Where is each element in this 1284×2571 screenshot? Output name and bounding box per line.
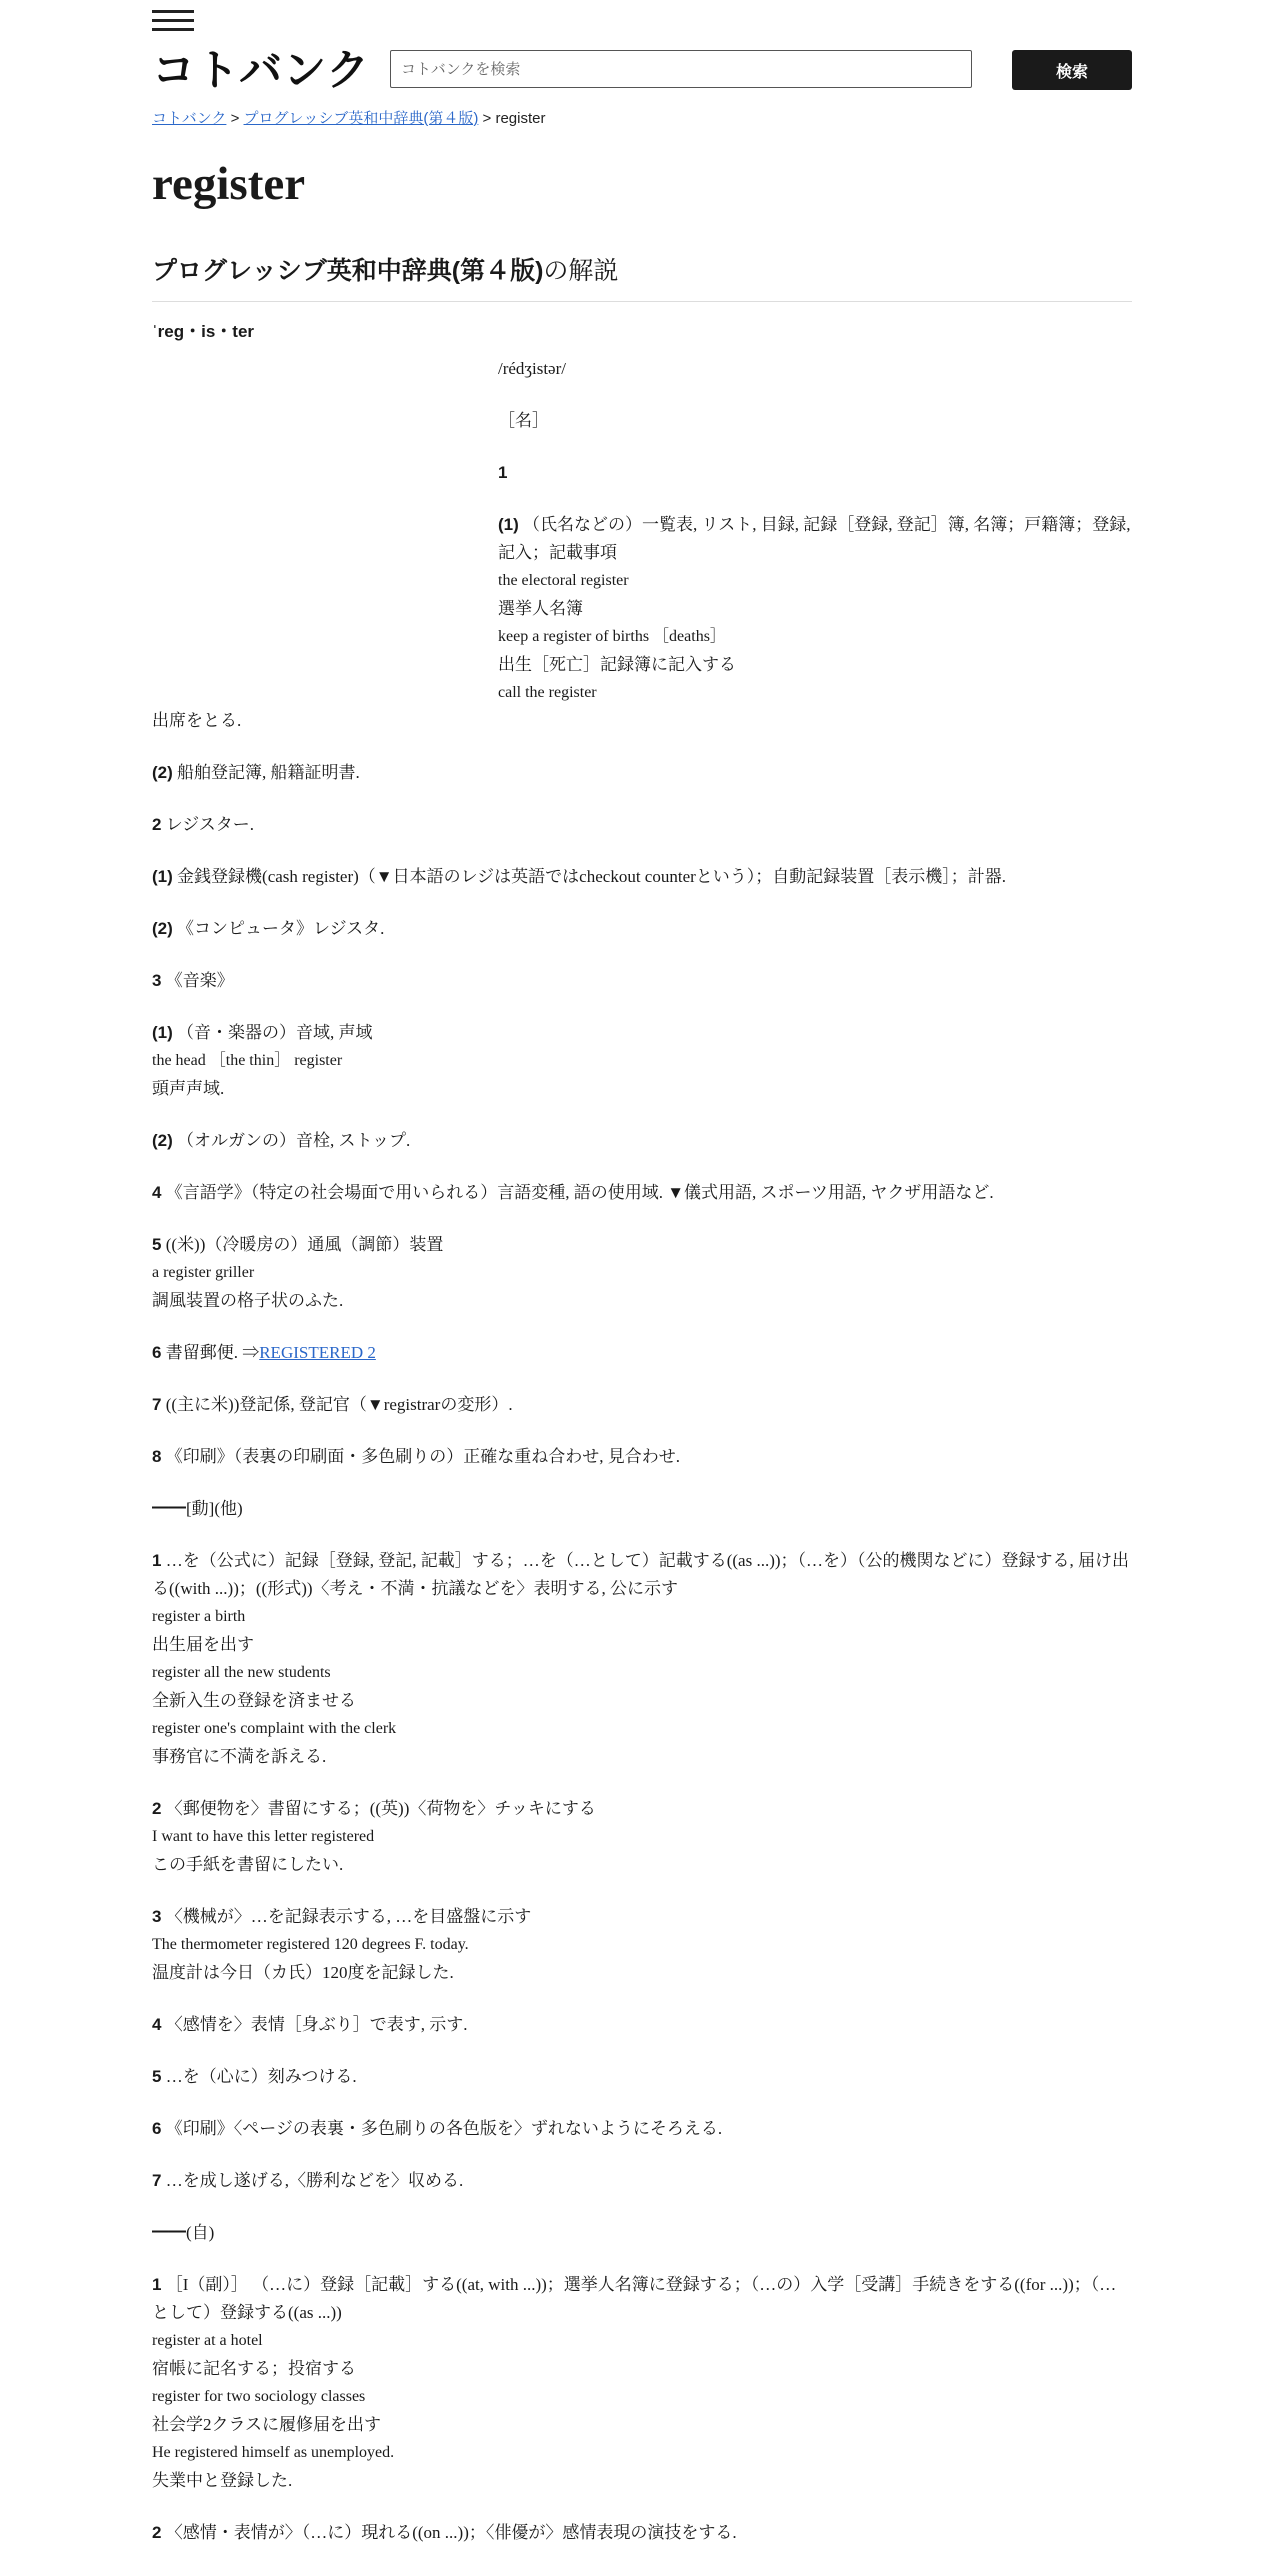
sense-number: 1: [498, 463, 508, 482]
example-sentence: I want to have this letter registered: [152, 1828, 375, 1845]
grammar-label: ［I（副）］: [165, 2275, 248, 2294]
example-translation: 出生届を出す: [152, 1635, 254, 1654]
sense-number: 6: [152, 1343, 162, 1362]
sense-noun-4: [152, 1179, 1132, 1207]
definition-text: 《音楽》: [165, 971, 234, 990]
sense-number: 4: [152, 1183, 162, 1202]
example-sentence: register at a hotel: [152, 2332, 263, 2349]
definition-text: …を成し遂げる,〈勝利などを〉収める.: [165, 2171, 464, 2190]
pos-noun: ［名］: [498, 411, 549, 430]
sense-number: 5: [152, 2067, 162, 2086]
layout-spacer: [152, 355, 498, 687]
example-sentence: keep a register of births ［deaths］: [498, 628, 726, 645]
definition-text: …を（公式に）記録［登録, 登記, 記載］する；…を（…として）記載する((as ...))；（…を）（公的機関などに）登録する, 届け出る((with ...))；((形式))〈考え・不満・抗議などを〉表明する, 公に示す: [152, 1551, 1130, 1598]
sense-noun-6: [152, 1339, 1132, 1367]
dictionary-entry: [152, 355, 1132, 2571]
menu-icon[interactable]: [152, 10, 194, 32]
example-translation: 宿帳に記名する；投宿する: [152, 2359, 356, 2378]
sense-number: 2: [152, 2523, 162, 2542]
subsense-number: (2): [152, 1131, 173, 1150]
example-sentence: register all the new students: [152, 1664, 331, 1681]
sense-verb-3: [152, 1903, 1132, 1987]
definition-text: （オルガンの）音栓, ストップ.: [177, 1131, 411, 1150]
breadcrumb-separator: >: [230, 110, 240, 127]
definition-text: ((米))（冷暖房の）通風（調節）装置: [165, 1235, 444, 1254]
definition-text: 《コンピュータ》レジスタ.: [177, 919, 385, 938]
sense-number: 1: [152, 1551, 162, 1570]
search-button[interactable]: 検索: [1012, 50, 1132, 90]
dictionary-heading: [152, 253, 1132, 302]
dictionary-heading-suffix: の解説: [543, 257, 619, 285]
subsense-number: (2): [152, 763, 173, 782]
breadcrumb-home-link[interactable]: コトバンク: [152, 110, 227, 127]
sense-number: 1: [152, 2275, 162, 2294]
example-sentence: He registered himself as unemployed.: [152, 2444, 395, 2461]
sense-number: 6: [152, 2119, 162, 2138]
example-sentence: the electoral register: [498, 572, 629, 589]
example-sentence: a register griller: [152, 1264, 255, 1281]
definition-text: 金銭登録機(cash register)（▼日本語のレジは英語ではcheckout counterという）；自動記録装置［表示機］；計器.: [177, 867, 1007, 886]
definition-text: 船舶登記簿, 船籍証明書.: [177, 763, 360, 782]
sense-intransitive-1: [152, 2271, 1132, 2495]
cross-reference-link[interactable]: REGISTERED 2: [259, 1343, 376, 1362]
breadcrumb: [152, 107, 546, 128]
sense-number: 8: [152, 1447, 162, 1466]
example-translation: 失業中と登録した.: [152, 2471, 293, 2490]
sense-number: 5: [152, 1235, 162, 1254]
pos-verb-intransitive: ━━(自): [152, 2223, 215, 2242]
pos-verb-transitive: ━━[動](他): [152, 1499, 243, 1518]
sense-number: 4: [152, 2015, 162, 2034]
example-translation: 頭声声域.: [152, 1079, 225, 1098]
example-translation: 全新入生の登録を済ませる: [152, 1691, 356, 1710]
sense-noun-3: [152, 967, 1132, 995]
definition-text: 書留郵便. ⇒: [165, 1343, 260, 1362]
search-input[interactable]: [390, 50, 972, 88]
sense-number: 2: [152, 815, 162, 834]
example-sentence: call the register: [498, 684, 597, 701]
site-logo[interactable]: コトバンク: [152, 46, 371, 96]
subsense-number: (1): [152, 1023, 173, 1042]
definition-text: 《言語学》（特定の社会場面で用いられる）言語変種, 語の使用域. ▼儀式用語, スポーツ用語, ヤクザ用語など.: [165, 1183, 994, 1202]
definition-text: 〈郵便物を〉書留にする；((英))〈荷物を〉チッキにする: [165, 1799, 596, 1818]
sense-number: 7: [152, 2171, 162, 2190]
example-translation: 選挙人名簿: [498, 599, 583, 618]
subsense-number: (1): [152, 867, 173, 886]
example-translation: 調風装置の格子状のふた.: [152, 1291, 344, 1310]
headword: ˈreg・is・ter: [152, 322, 255, 341]
breadcrumb-dictionary-link[interactable]: プログレッシブ英和中辞典(第４版): [243, 110, 479, 127]
sense-noun-7: [152, 1391, 1132, 1419]
example-translation: 事務官に不満を訴える.: [152, 1747, 327, 1766]
breadcrumb-separator: >: [482, 110, 492, 127]
sense-noun-5: [152, 1231, 1132, 1315]
example-translation: この手紙を書留にしたい.: [152, 1855, 344, 1874]
subsense-noun-3-1: [152, 1019, 1132, 1103]
pronunciation: /rédʒistər/: [498, 359, 566, 378]
example-translation: 出席をとる.: [152, 711, 242, 730]
sense-verb-2: [152, 1795, 1132, 1879]
breadcrumb-current: register: [495, 110, 546, 127]
sense-number: 2: [152, 1799, 162, 1818]
definition-text: 〈機械が〉…を記録表示する, …を目盛盤に示す: [165, 1907, 532, 1926]
example-sentence: The thermometer registered 120 degrees F. today.: [152, 1936, 469, 1953]
example-sentence: register one's complaint with the clerk: [152, 1720, 397, 1737]
example-sentence: the head ［the thin］ register: [152, 1052, 343, 1069]
sense-verb-7: [152, 2167, 1132, 2195]
definition-text: 〈感情・表情が〉（…に）現れる((on ...))；〈俳優が〉感情表現の演技をする.: [165, 2523, 737, 2542]
sense-intransitive-2: [152, 2519, 1132, 2547]
sense-number: 7: [152, 1395, 162, 1414]
sense-number: 3: [152, 1907, 162, 1926]
sense-verb-1: [152, 1547, 1132, 1771]
subsense-number: (2): [152, 919, 173, 938]
definition-text: 《印刷》（表裏の印刷面・多色刷りの）正確な重ね合わせ, 見合わせ.: [165, 1447, 680, 1466]
page-title: register: [152, 158, 306, 210]
definition-text: …を（心に）刻みつける.: [165, 2067, 357, 2086]
subsense-noun-2-1: [152, 863, 1132, 891]
definition-text: （氏名などの）一覧表, リスト, 目録, 記録［登録, 登記］簿, 名簿；戸籍簿；登録, 記入；記載事項: [498, 515, 1131, 562]
definition-text: レジスター.: [165, 815, 255, 834]
subsense-noun-1-2: [152, 759, 1132, 787]
example-sentence: register for two sociology classes: [152, 2388, 366, 2405]
subsense-noun-2-2: [152, 915, 1132, 943]
subsense-noun-3-2: [152, 1127, 1132, 1155]
sense-verb-4: [152, 2011, 1132, 2039]
dictionary-name: プログレッシブ英和中辞典(第４版): [152, 257, 544, 285]
definition-text: （…に）登録［記載］する((at, with ...))；選挙人名簿に登録する；（…の）入学［受講］手続きをする((for ...))；（…として）登録する((as ...)): [152, 2275, 1117, 2322]
sense-verb-5: [152, 2063, 1132, 2091]
sense-noun-8: [152, 1443, 1132, 1471]
example-translation: 社会学2クラスに履修届を出す: [152, 2415, 381, 2434]
sense-noun-2: [152, 811, 1132, 839]
sense-number: 3: [152, 971, 162, 990]
example-translation: 出生［死亡］記録簿に記入する: [498, 655, 736, 674]
subsense-number: (1): [498, 515, 519, 534]
definition-text: （音・楽器の）音域, 声域: [177, 1023, 373, 1042]
definition-text: 〈感情を〉表情［身ぶり］で表す, 示す.: [165, 2015, 468, 2034]
example-sentence: register a birth: [152, 1608, 246, 1625]
sense-verb-6: [152, 2115, 1132, 2143]
example-translation: 温度計は今日（カ氏）120度を記録した.: [152, 1963, 454, 1982]
definition-text: ((主に米))登記係, 登記官（▼registrarの変形）.: [165, 1395, 513, 1414]
definition-text: 《印刷》〈ページの表裏・多色刷りの各色版を〉ずれないようにそろえる.: [165, 2119, 723, 2138]
